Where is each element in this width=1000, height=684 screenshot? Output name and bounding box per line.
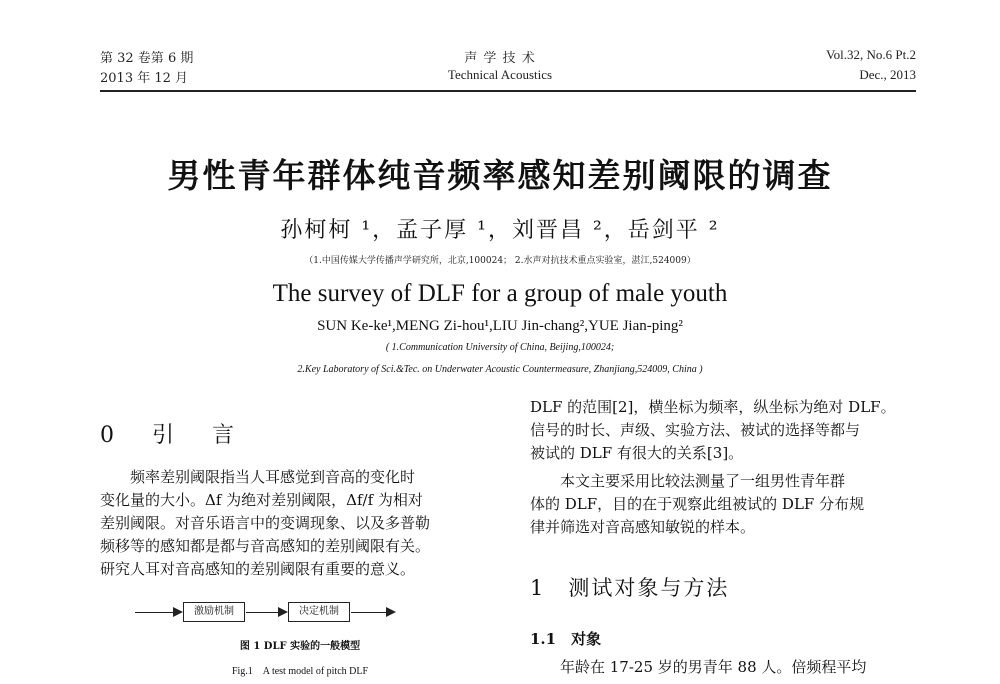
paper-title-en: The survey of DLF for a group of male youth: [272, 280, 728, 307]
paragraph-line: 被试的 DLF 有很大的关系[3]。: [530, 444, 744, 462]
paragraph-line: 体的 DLF，目的在于观察此组被试的 DLF 分布规: [530, 495, 865, 513]
intro-line: 变化量的大小。Δf 为绝对差别阈限，Δf/f 为相对: [100, 491, 423, 509]
arrow-out-head: [386, 607, 396, 617]
affiliation-en-2: 2.Key Laboratory of Sci.&Tec. on Underwater Acoustic Countermeasure, Zhanjiang,524009, China ): [297, 364, 703, 375]
journal-date-cn: 2013 年 12 月: [100, 71, 189, 86]
journal-volume: 第 32 卷第 6 期: [100, 51, 194, 66]
figure-caption-en: Fig.1 A test model of pitch DLF: [231, 666, 369, 677]
arrow-mid-head: [278, 607, 288, 617]
journal-volume-en: Vol.32, No.6 Pt.2: [825, 47, 916, 62]
intro-line: 频率差别阈限指当人耳感觉到音高的变化时: [100, 468, 416, 486]
paragraph-line: 律并筛选对音高感知敏锐的样本。: [530, 518, 756, 536]
intro-line: 差别阈限。对音乐语言中的变调现象、以及多普勒: [100, 514, 431, 532]
paper-title-cn: 男性青年群体纯音频率感知差别阈限的调查: [167, 156, 833, 195]
journal-date-en: Dec., 2013: [859, 67, 916, 82]
authors-cn: 孙柯柯 ¹，孟子厚 ¹，刘晋昌 ²，岳剑平 ²: [280, 218, 720, 243]
arrow-mid: [246, 612, 279, 613]
figure-caption-cn: 图 1 DLF 实验的一般模型: [239, 641, 361, 652]
section-0-title: 0 引 言: [100, 423, 242, 448]
header-rule: [100, 90, 916, 92]
authors-en: SUN Ke-ke¹,MENG Zi-hou¹,LIU Jin-chang²,YUE Jian-ping²: [317, 318, 683, 334]
journal-name-cn: 声 学 技 术: [464, 51, 536, 66]
paragraph-line: DLF 的范围[2]，横坐标为频率，纵坐标为绝对 DLF。: [530, 398, 896, 416]
affiliation-cn: （1.中国传媒大学传播声学研究所，北京,100024； 2.水声对抗技术重点实验室，湛江,524009）: [304, 256, 696, 266]
affiliation-en-1: ( 1.Communication University of China, Beijing,100024;: [385, 342, 615, 353]
paragraph-line: 信号的时长、声级、实验方法、被试的选择等都与: [530, 421, 861, 439]
arrow-in: [135, 612, 175, 613]
journal-name-en: Technical Acoustics: [447, 67, 553, 82]
paragraph-line: 本文主要采用比较法测量了一组男性青年群: [530, 472, 846, 490]
arrow-in-head: [173, 607, 183, 617]
subjects-paragraph-line: 年龄在 17-25 岁的男青年 88 人。倍频程平均: [530, 658, 867, 676]
intro-line: 频移等的感知都是都与音高感知的差别阈限有关。: [100, 537, 431, 555]
intro-paragraph: [100, 466, 500, 581]
decision-box: 决定机制: [288, 602, 350, 622]
right-paragraph-2: [530, 470, 930, 539]
stimulus-box: 激励机制: [183, 602, 245, 622]
intro-line: 研究人耳对音高感知的差别阈限有重要的意义。: [100, 560, 416, 578]
subsection-1-1-title: 1.1 对象: [530, 630, 602, 648]
right-paragraph-1: [530, 396, 930, 465]
section-1-title: 1 测试对象与方法: [530, 576, 730, 600]
arrow-out: [351, 612, 387, 613]
